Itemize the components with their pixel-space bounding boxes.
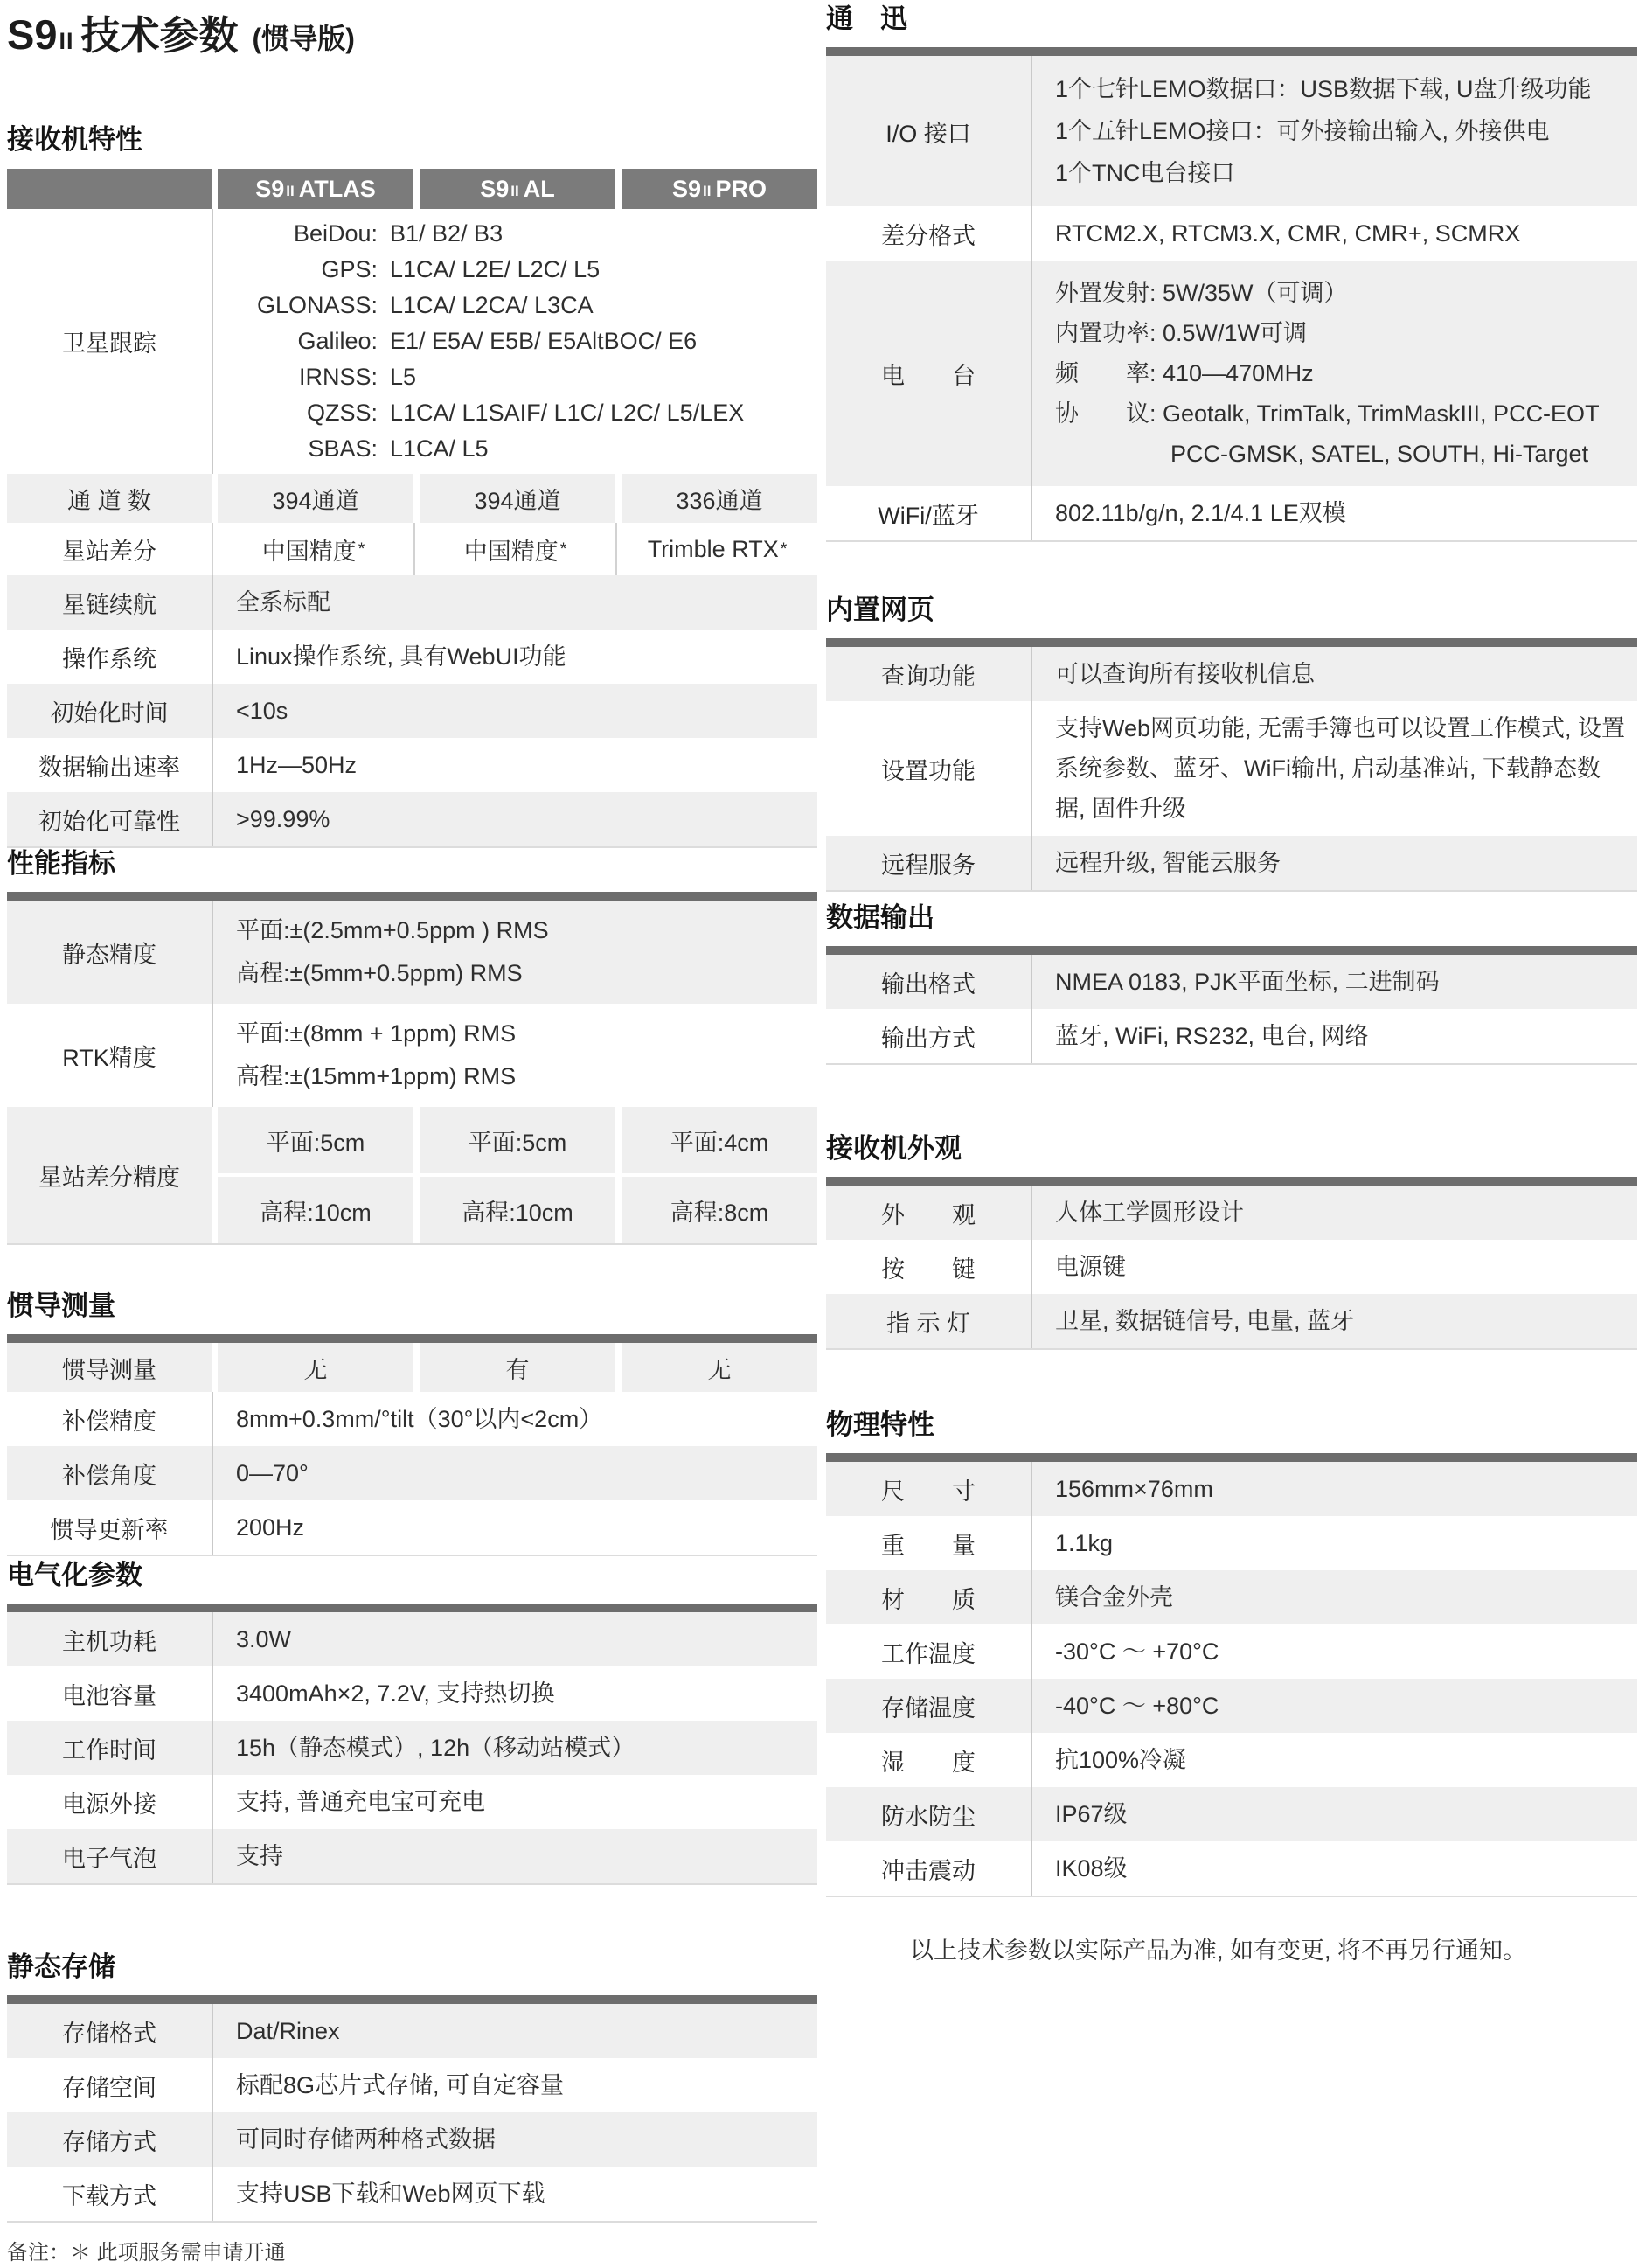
- model-base: S9: [480, 175, 510, 202]
- section-dataout: [826, 901, 1637, 1065]
- section-performance: [7, 846, 817, 1245]
- row-label: 补偿精度: [62, 1408, 156, 1435]
- row-value: 8mm+0.3mm/°tilt（30°以内<2cm）: [212, 1392, 817, 1446]
- spec-row: [826, 1624, 1637, 1679]
- row-value: 0—70°: [212, 1446, 817, 1500]
- radio-line: 内置功率: 0.5W/1W可调: [1055, 320, 1308, 346]
- performance-table: [7, 901, 817, 1245]
- spec-row: [826, 1841, 1637, 1896]
- model-sub: II: [510, 182, 519, 199]
- section-bar: [826, 1177, 1637, 1186]
- model-base: S9: [255, 175, 285, 202]
- ins-rows: [7, 1392, 817, 1555]
- system-bands: L1CA/ L2CA/ L3CA: [390, 292, 594, 318]
- model-header-cell: [218, 169, 413, 209]
- section-bar: [7, 1995, 817, 2004]
- system-bands: E1/ E5A/ E5B/ E5AltBOC/ E6: [390, 328, 698, 354]
- row-value: 支持: [212, 1829, 817, 1883]
- section-title: 数据输出: [826, 902, 934, 933]
- row-value: <10s: [212, 684, 817, 738]
- sbs-plane-value: 平面:4cm: [622, 1107, 817, 1173]
- row-value: 200Hz: [212, 1500, 817, 1555]
- spec-row: [826, 1516, 1637, 1570]
- ins-availability-value: 无: [622, 1343, 817, 1392]
- section-title: 物理特性: [826, 1409, 934, 1440]
- spec-row: [826, 1009, 1637, 1063]
- row-value: 标配8G芯片式存储, 可自定容量: [212, 2058, 817, 2112]
- row-label: 查询功能: [881, 663, 976, 690]
- ins-availability-value: 有: [420, 1343, 615, 1392]
- row-value: 可同时存储两种格式数据: [212, 2112, 817, 2167]
- ins-availability-value: 无: [218, 1343, 413, 1392]
- radio-row: [826, 261, 1637, 486]
- row-value: 802.11b/g/n, 2.1/4.1 LE双模: [1031, 486, 1637, 540]
- row-label: 按 键: [881, 1256, 976, 1283]
- sbs-value-text: 中国精度: [463, 538, 559, 565]
- storage-table: [7, 2004, 817, 2223]
- sbs-value-text: Trimble RTX: [647, 535, 779, 562]
- section-bar: [7, 892, 817, 901]
- row-label: 差分格式: [881, 222, 976, 249]
- system-name: GLONASS:: [256, 292, 378, 318]
- accuracy-plane: 平面:±(2.5mm+0.5ppm ) RMS: [236, 917, 549, 943]
- row-label: 存储温度: [881, 1694, 976, 1722]
- model-header-cell: [420, 169, 615, 209]
- satellite-systems: [212, 209, 817, 474]
- row-label: 惯导测量: [7, 1343, 212, 1392]
- spec-row: [826, 1733, 1637, 1787]
- row-value: 15h（静态模式）, 12h（移动站模式）: [212, 1721, 817, 1775]
- row-label: 星链续航: [62, 591, 156, 618]
- sbs-plane-value: 平面:5cm: [420, 1107, 615, 1173]
- model-sub: II: [703, 182, 712, 199]
- section-storage: [7, 1950, 817, 2223]
- section-title: 惯导测量: [7, 1291, 115, 1321]
- spec-row: [826, 1240, 1637, 1294]
- spec-row: [826, 701, 1637, 836]
- section-physical: [826, 1408, 1637, 1897]
- comm-table: [826, 56, 1637, 542]
- spec-row: [7, 1612, 817, 1666]
- asterisk-note: *: [559, 539, 567, 559]
- row-label: 输出方式: [881, 1025, 976, 1052]
- row-label: 冲击震动: [881, 1857, 976, 1884]
- io-row: [826, 56, 1637, 206]
- section-bar: [7, 1334, 817, 1343]
- spec-row: [826, 955, 1637, 1009]
- spec-row: [826, 1462, 1637, 1516]
- row-label: RTK精度: [62, 1044, 156, 1071]
- row-value: 1.1kg: [1031, 1516, 1637, 1570]
- receiver-table: [7, 169, 817, 848]
- row-value: 支持USB下载和Web网页下载: [212, 2167, 817, 2221]
- satellite-system-row: [213, 216, 817, 252]
- ins-table: [7, 1343, 817, 1556]
- spec-row: [7, 2112, 817, 2167]
- radio-line: 协 议: Geotalk, TrimTalk, TrimMaskIII, PCC-EOT: [1055, 400, 1600, 427]
- asterisk-note: *: [780, 539, 788, 559]
- system-bands: L5: [390, 364, 417, 390]
- footnote: 备注：＊ 此项服务需申请开通: [7, 2241, 286, 2265]
- row-label: 重 量: [881, 1532, 976, 1559]
- section-title: 性能指标: [7, 848, 115, 879]
- row-label: 电源外接: [62, 1791, 156, 1818]
- row-label: 星站差分: [62, 538, 156, 565]
- row-value: 支持, 普通充电宝可充电: [212, 1775, 817, 1829]
- row-label: 初始化时间: [50, 699, 169, 727]
- section-title: 接收机外观: [826, 1133, 962, 1164]
- radio-line: 外置发射: 5W/35W（可调）: [1055, 280, 1348, 306]
- row-label: 防水防尘: [881, 1803, 976, 1830]
- row-value: 支持Web网页功能, 无需手簿也可以设置工作模式, 设置系统参数、蓝牙、WiFi输出, 启动基准站, 下载静态数据, 固件升级: [1031, 701, 1637, 836]
- row-label: 通 道 数: [7, 474, 212, 523]
- channels-value: 336通道: [622, 474, 817, 523]
- io-line: 1个五针LEMO接口：可外接输出输入, 外接供电: [1055, 118, 1550, 144]
- row-value: IP67级: [1031, 1787, 1637, 1841]
- page-title: [7, 11, 817, 58]
- row-value: 3.0W: [212, 1612, 817, 1666]
- accuracy-height: 高程:±(15mm+1ppm) RMS: [236, 1063, 517, 1089]
- channels-row: [7, 474, 817, 523]
- satellite-system-row: [213, 252, 817, 288]
- section-title: 接收机特性: [7, 124, 142, 155]
- row-label: 操作系统: [62, 645, 156, 672]
- system-name: SBAS:: [308, 435, 378, 462]
- section-bar: [826, 1453, 1637, 1462]
- row-label: 数据输出速率: [38, 754, 180, 781]
- row-label: 电子气泡: [62, 1845, 156, 1872]
- sbs-row: [7, 523, 817, 575]
- spec-row: [7, 1392, 817, 1446]
- row-value: -30°C ～ +70°C: [1031, 1624, 1637, 1679]
- section-title: 通 迅: [826, 3, 907, 34]
- receiver-extra-rows: [7, 575, 817, 846]
- row-label: 工作温度: [881, 1640, 976, 1667]
- physical-table: [826, 1462, 1637, 1897]
- sbs-height-value: 高程:10cm: [420, 1177, 615, 1243]
- channels-value: 394通道: [218, 474, 413, 523]
- spec-row: [7, 2058, 817, 2112]
- sbs-accuracy-grid: [212, 1107, 817, 1243]
- row-label: 存储空间: [62, 2074, 156, 2101]
- spec-row: [826, 1787, 1637, 1841]
- page-title-variant: (惯导版): [252, 23, 355, 54]
- io-lines: [1031, 56, 1637, 206]
- row-label: 惯导更新率: [50, 1516, 169, 1543]
- row-label: WiFi/蓝牙: [878, 502, 979, 529]
- row-value: NMEA 0183, PJK平面坐标, 二进制码: [1031, 955, 1637, 1009]
- section-comm: [826, 2, 1637, 542]
- row-label: I/O 接口: [885, 120, 971, 147]
- section-bar: [7, 1604, 817, 1612]
- satellite-tracking-row: [7, 209, 817, 474]
- row-label: 存储方式: [62, 2128, 156, 2155]
- row-value: 远程升级, 智能云服务: [1031, 836, 1637, 890]
- row-label: 工作时间: [62, 1736, 156, 1764]
- row-value: RTCM2.X, RTCM3.X, CMR, CMR+, SCMRX: [1031, 206, 1637, 261]
- row-value: 3400mAh×2, 7.2V, 支持热切换: [212, 1666, 817, 1721]
- row-value: 可以查询所有接收机信息: [1031, 647, 1637, 701]
- row-value: 人体工学圆形设计: [1031, 1186, 1637, 1240]
- spec-row: [7, 792, 817, 846]
- system-name: IRNSS:: [298, 364, 378, 390]
- radio-line-wrap: PCC-GMSK, SATEL, SOUTH, Hi-Target: [1170, 441, 1589, 467]
- radio-lines: [1031, 261, 1637, 486]
- row-value: [212, 901, 817, 1004]
- spec-row: [7, 2167, 817, 2221]
- wifi-bt-row: [826, 486, 1637, 540]
- row-value: Dat/Rinex: [212, 2004, 817, 2058]
- row-label: 补偿角度: [62, 1462, 156, 1489]
- row-label: 星站差分精度: [7, 1107, 212, 1243]
- spec-row: [826, 1570, 1637, 1624]
- section-bar: [826, 638, 1637, 647]
- spec-row: [826, 647, 1637, 701]
- webui-table: [826, 647, 1637, 892]
- satellite-system-row: [213, 288, 817, 324]
- system-name: QZSS:: [306, 400, 378, 426]
- io-line: 1个七针LEMO数据口：USB数据下载, U盘升级功能: [1055, 76, 1592, 102]
- row-value: 全系标配: [212, 575, 817, 630]
- satellite-system-row: [213, 359, 817, 395]
- model-header-row: [7, 169, 817, 209]
- section-title: 电气化参数: [7, 1560, 142, 1590]
- spec-row: [7, 630, 817, 684]
- section-bar: [826, 946, 1637, 955]
- page-title-sub: II: [59, 28, 74, 54]
- section-bar: [826, 47, 1637, 56]
- model-name: AL: [523, 175, 555, 202]
- row-label: 电 台: [881, 362, 976, 389]
- row-value: 卫星, 数据链信号, 电量, 蓝牙: [1031, 1294, 1637, 1348]
- spec-row: [7, 1666, 817, 1721]
- row-value: 抗100%冷凝: [1031, 1733, 1637, 1787]
- model-name: ATLAS: [298, 175, 376, 202]
- sbs-value: [615, 523, 817, 575]
- io-line: 1个TNC电台接口: [1055, 160, 1235, 186]
- sbs-accuracy-row: [7, 1107, 817, 1243]
- appearance-table: [826, 1186, 1637, 1350]
- row-label: 输出格式: [881, 971, 976, 998]
- row-label: 下载方式: [62, 2182, 156, 2209]
- sbs-plane-value: 平面:5cm: [218, 1107, 413, 1173]
- satellite-system-row: [213, 324, 817, 359]
- rtk-accuracy-row: [7, 1004, 817, 1107]
- dataout-table: [826, 955, 1637, 1065]
- row-value: 1Hz—50Hz: [212, 738, 817, 792]
- spec-row: [7, 575, 817, 630]
- model-sub: II: [286, 182, 295, 199]
- page-title-brand: S9: [7, 11, 58, 58]
- spec-row: [7, 2004, 817, 2058]
- spec-row: [7, 1775, 817, 1829]
- spec-row: [826, 1679, 1637, 1733]
- disclaimer: 以上技术参数以实际产品为准, 如有变更, 将不再另行通知。: [910, 1938, 1527, 1964]
- spec-row: [826, 1186, 1637, 1240]
- system-bands: B1/ B2/ B3: [390, 220, 504, 247]
- section-webui: [826, 593, 1637, 892]
- system-bands: L1CA/ L2E/ L2C/ L5: [390, 256, 601, 282]
- radio-line: 频 率: 410—470MHz: [1055, 360, 1314, 386]
- row-value: 镁合金外壳: [1031, 1570, 1637, 1624]
- asterisk-note: *: [358, 539, 365, 559]
- sbs-value: [212, 523, 413, 575]
- left-column: [7, 0, 817, 2268]
- section-ins: [7, 1289, 817, 1556]
- satellite-system-row: [213, 395, 817, 431]
- system-bands: L1CA/ L1SAIF/ L1C/ L2C/ L5/LEX: [390, 400, 745, 426]
- satellite-system-row: [213, 431, 817, 467]
- ins-availability-row: [7, 1343, 817, 1392]
- row-label: 主机功耗: [62, 1628, 156, 1655]
- system-name: Galileo:: [297, 328, 378, 354]
- model-header-spacer: [7, 169, 212, 209]
- model-header-cell: [622, 169, 817, 209]
- row-label: 初始化可靠性: [38, 808, 180, 835]
- row-label: 卫星跟踪: [62, 330, 156, 357]
- row-label: 静态精度: [62, 941, 156, 968]
- row-value: Linux操作系统, 具有WebUI功能: [212, 630, 817, 684]
- accuracy-height: 高程:±(5mm+0.5ppm) RMS: [236, 960, 523, 986]
- row-label: 外 观: [881, 1201, 976, 1228]
- sbs-height-value: 高程:10cm: [218, 1177, 413, 1243]
- section-appearance: [826, 1131, 1637, 1350]
- row-value: [212, 1004, 817, 1107]
- electrical-table: [7, 1612, 817, 1885]
- spec-row: [826, 1294, 1637, 1348]
- row-label: 指 示 灯: [885, 1310, 970, 1337]
- diff-format-row: [826, 206, 1637, 261]
- page-title-main: 技术参数: [80, 13, 239, 58]
- row-label: 材 质: [881, 1586, 976, 1613]
- spec-row: [7, 1446, 817, 1500]
- model-name: PRO: [715, 175, 767, 202]
- row-value: IK08级: [1031, 1841, 1637, 1896]
- row-value: 156mm×76mm: [1031, 1462, 1637, 1516]
- spec-row: [7, 738, 817, 792]
- spec-row: [7, 684, 817, 738]
- row-label: 存储格式: [62, 2020, 156, 2047]
- spec-row: [7, 1500, 817, 1555]
- row-label: 尺 寸: [881, 1478, 976, 1505]
- row-value: 蓝牙, WiFi, RS232, 电台, 网络: [1031, 1009, 1637, 1063]
- spec-row: [826, 836, 1637, 890]
- row-label: 湿 度: [881, 1749, 976, 1776]
- system-name: BeiDou:: [293, 220, 378, 247]
- section-receiver-features: [7, 122, 817, 848]
- row-label: 电池容量: [62, 1682, 156, 1709]
- row-value: >99.99%: [212, 792, 817, 846]
- row-label: 远程服务: [881, 852, 976, 879]
- sbs-value-text: 中国精度: [261, 538, 357, 565]
- row-value: -40°C ～ +80°C: [1031, 1679, 1637, 1733]
- system-bands: L1CA/ L5: [390, 435, 489, 462]
- row-value: 电源键: [1031, 1240, 1637, 1294]
- system-name: GPS:: [321, 256, 378, 282]
- spec-row: [7, 1829, 817, 1883]
- channels-value: 394通道: [420, 474, 615, 523]
- static-accuracy-row: [7, 901, 817, 1004]
- row-label: 设置功能: [881, 757, 976, 784]
- right-column: [826, 0, 1637, 2268]
- sbs-height-value: 高程:8cm: [622, 1177, 817, 1243]
- section-title: 静态存储: [7, 1951, 115, 1982]
- accuracy-plane: 平面:±(8mm + 1ppm) RMS: [236, 1020, 517, 1047]
- sbs-value: [413, 523, 615, 575]
- model-base: S9: [672, 175, 702, 202]
- section-title: 内置网页: [826, 595, 934, 625]
- spec-row: [7, 1721, 817, 1775]
- section-electrical: [7, 1558, 817, 1885]
